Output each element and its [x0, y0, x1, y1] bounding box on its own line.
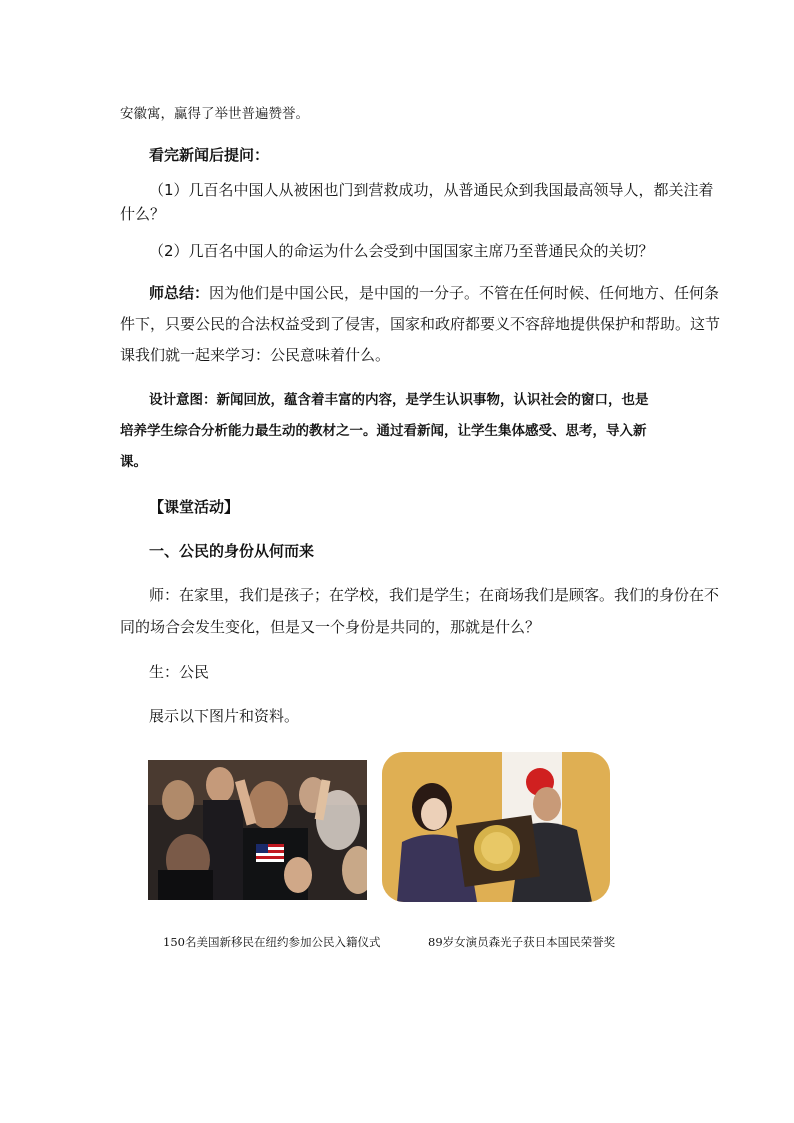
teacher-line1: 师：在家里，我们是孩子；在学校，我们是学生；在商场我们是顾客。我们的身份在不 — [149, 586, 720, 604]
design-intent-line1: 设计意图：新闻回放，蕴含着丰富的内容，是学生认识事物，认识社会的窗口，也是 — [149, 392, 649, 408]
summary-label: 师总结： — [149, 284, 210, 302]
summary-text: 因为他们是中国公民，是中国的一分子。不管在任何时候、任何地方、任何条 — [209, 284, 720, 302]
design-intent-line3: 课。 — [120, 454, 147, 470]
question-1-line1: （1）几百名中国人从被困也门到营救成功，从普通民众到我国最高领导人，都关注着 — [149, 181, 714, 199]
activity-heading: 【课堂活动】 — [149, 498, 240, 516]
summary-line1 — [149, 283, 719, 303]
question-2: （2）几百名中国人的命运为什么会受到中国国家主席乃至普通民众的关切？ — [149, 242, 654, 260]
caption-right: 89岁女演员森光子获日本国民荣誉奖 — [428, 935, 616, 949]
teacher-line2: 同的场合会发生变化，但是又一个身份是共同的，那就是什么？ — [120, 618, 541, 636]
award-ceremony-photo — [382, 752, 610, 902]
student-answer: 生：公民 — [149, 663, 210, 681]
summary-line2: 件下，只要公民的合法权益受到了侵害，国家和政府都要义不容辞地提供保护和帮助。这节 — [120, 315, 721, 333]
intro-continuation: 安徽寓，赢得了举世普遍赞誉。 — [120, 106, 309, 122]
caption-left: 150名美国新移民在纽约参加公民入籍仪式 — [163, 935, 381, 949]
question-heading: 看完新闻后提问： — [149, 146, 270, 164]
summary-line3: 课我们就一起来学习：公民意味着什么。 — [120, 346, 391, 364]
show-materials: 展示以下图片和资料。 — [149, 707, 300, 725]
section-1-heading: 一、公民的身份从何而来 — [149, 542, 315, 560]
design-intent-line2: 培养学生综合分析能力最生动的教材之一。通过看新闻，让学生集体感受、思考，导入新 — [120, 423, 647, 439]
question-1-line2: 什么？ — [120, 205, 166, 223]
naturalization-ceremony-photo — [148, 760, 367, 900]
